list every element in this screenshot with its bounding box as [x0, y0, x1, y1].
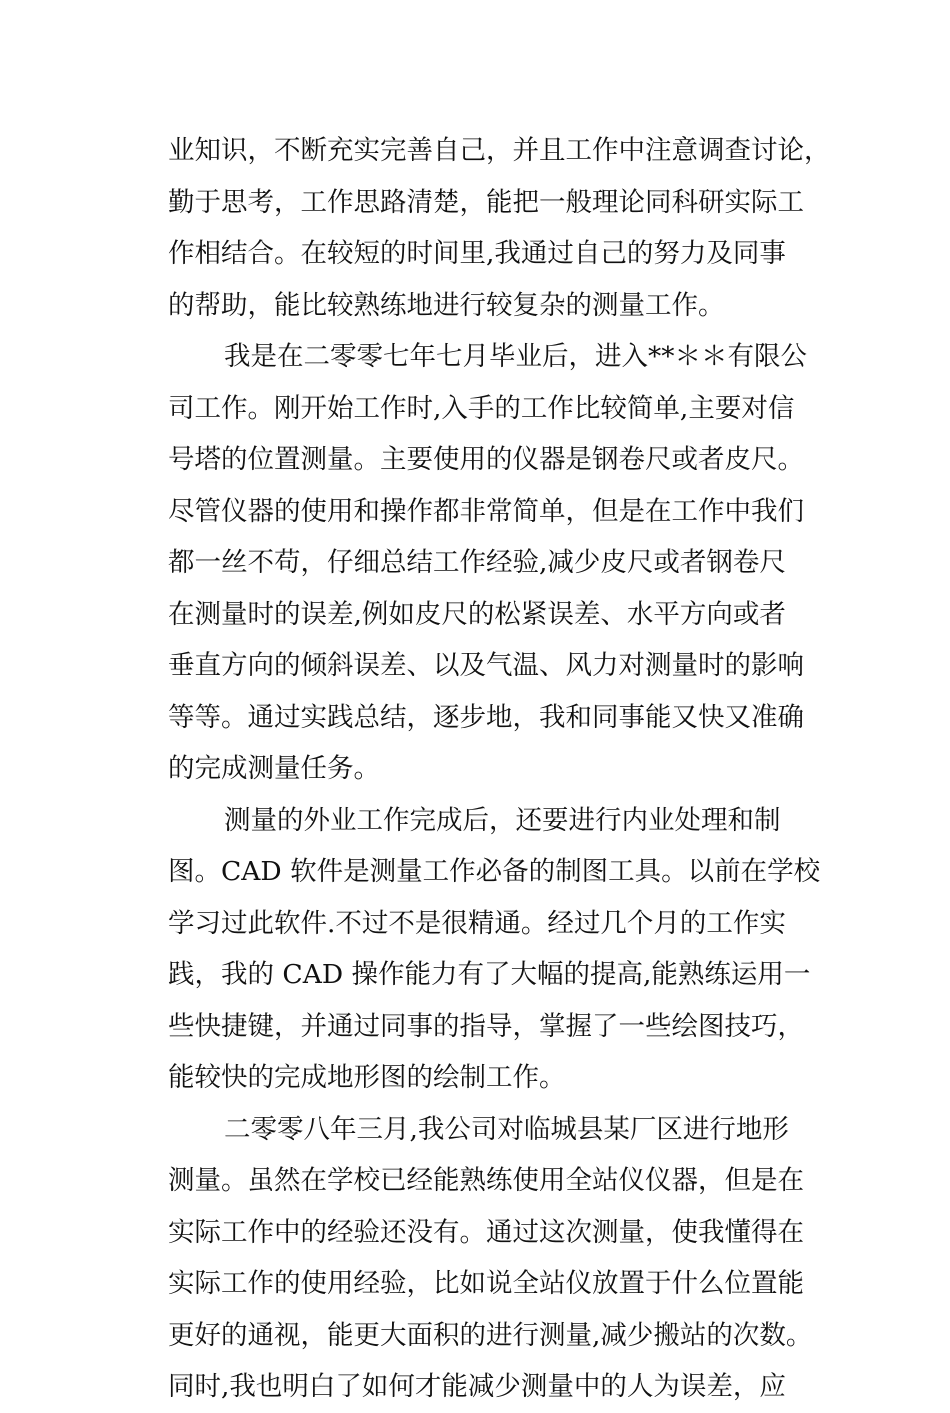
- text-line: 更好的通视，能更大面积的进行测量,减少搬站的次数。: [168, 1319, 813, 1351]
- paragraph-2: [168, 331, 807, 795]
- text-line: 实际工作的使用经验，比如说全站仪放置于什么位置能: [168, 1268, 804, 1299]
- text-line: 的完成测量任务。: [168, 753, 380, 784]
- paragraph-4: [168, 1104, 813, 1413]
- text-line: 都一丝不苟，仔细总结工作经验,减少皮尺或者钢卷尺: [168, 547, 786, 578]
- text-line: 的帮助，能比较熟练地进行较复杂的测量工作。: [168, 289, 725, 321]
- text-line: 践，我的 CAD 操作能力有了大幅的提高,能熟练运用一: [168, 959, 811, 990]
- text-line: 勤于思考，工作思路清楚，能把一般理论同科研实际工: [168, 186, 804, 218]
- document-page: [168, 125, 831, 1413]
- text-line: 业知识，不断充实完善自己，并且工作中注意调查讨论，: [168, 135, 831, 166]
- text-line: 实际工作中的经验还没有。通过这次测量，使我懂得在: [168, 1216, 804, 1248]
- text-line: 等等。通过实践总结，逐步地，我和同事能又快又准确: [168, 701, 804, 733]
- text-line: 学习过此软件.不过不是很精通。经过几个月的工作实: [168, 907, 786, 939]
- paragraph-1: [168, 125, 831, 331]
- paragraph-3: [168, 795, 821, 1104]
- text-line: 图。CAD 软件是测量工作必备的制图工具。以前在学校: [168, 856, 821, 887]
- text-line: 作相结合。在较短的时间里,我通过自己的努力及同事: [168, 238, 786, 269]
- text-line: 在测量时的误差,例如皮尺的松紧误差、水平方向或者: [168, 598, 786, 630]
- text-line: 测量的外业工作完成后，还要进行内业处理和制: [224, 804, 781, 836]
- text-line: 测量。虽然在学校已经能熟练使用全站仪仪器，但是在: [168, 1165, 804, 1196]
- text-line: 我是在二零零七年七月毕业后，进入**＊＊有限公: [224, 341, 807, 372]
- text-line: 司工作。刚开始工作时,入手的工作比较简单,主要对信: [168, 392, 795, 424]
- text-line: 二零零八年三月,我公司对临城县某厂区进行地形: [224, 1113, 789, 1145]
- text-line: 同时,我也明白了如何才能减少测量中的人为误差，应: [168, 1371, 786, 1402]
- text-line: 能较快的完成地形图的绘制工作。: [168, 1062, 566, 1093]
- text-line: 尽管仪器的使用和操作都非常简单，但是在工作中我们: [168, 495, 804, 527]
- text-line: 垂直方向的倾斜误差、以及气温、风力对测量时的影响: [168, 650, 804, 681]
- text-line: 号塔的位置测量。主要使用的仪器是钢卷尺或者皮尺。: [168, 444, 804, 475]
- text-line: 些快捷键，并通过同事的指导，掌握了一些绘图技巧，: [168, 1010, 804, 1042]
